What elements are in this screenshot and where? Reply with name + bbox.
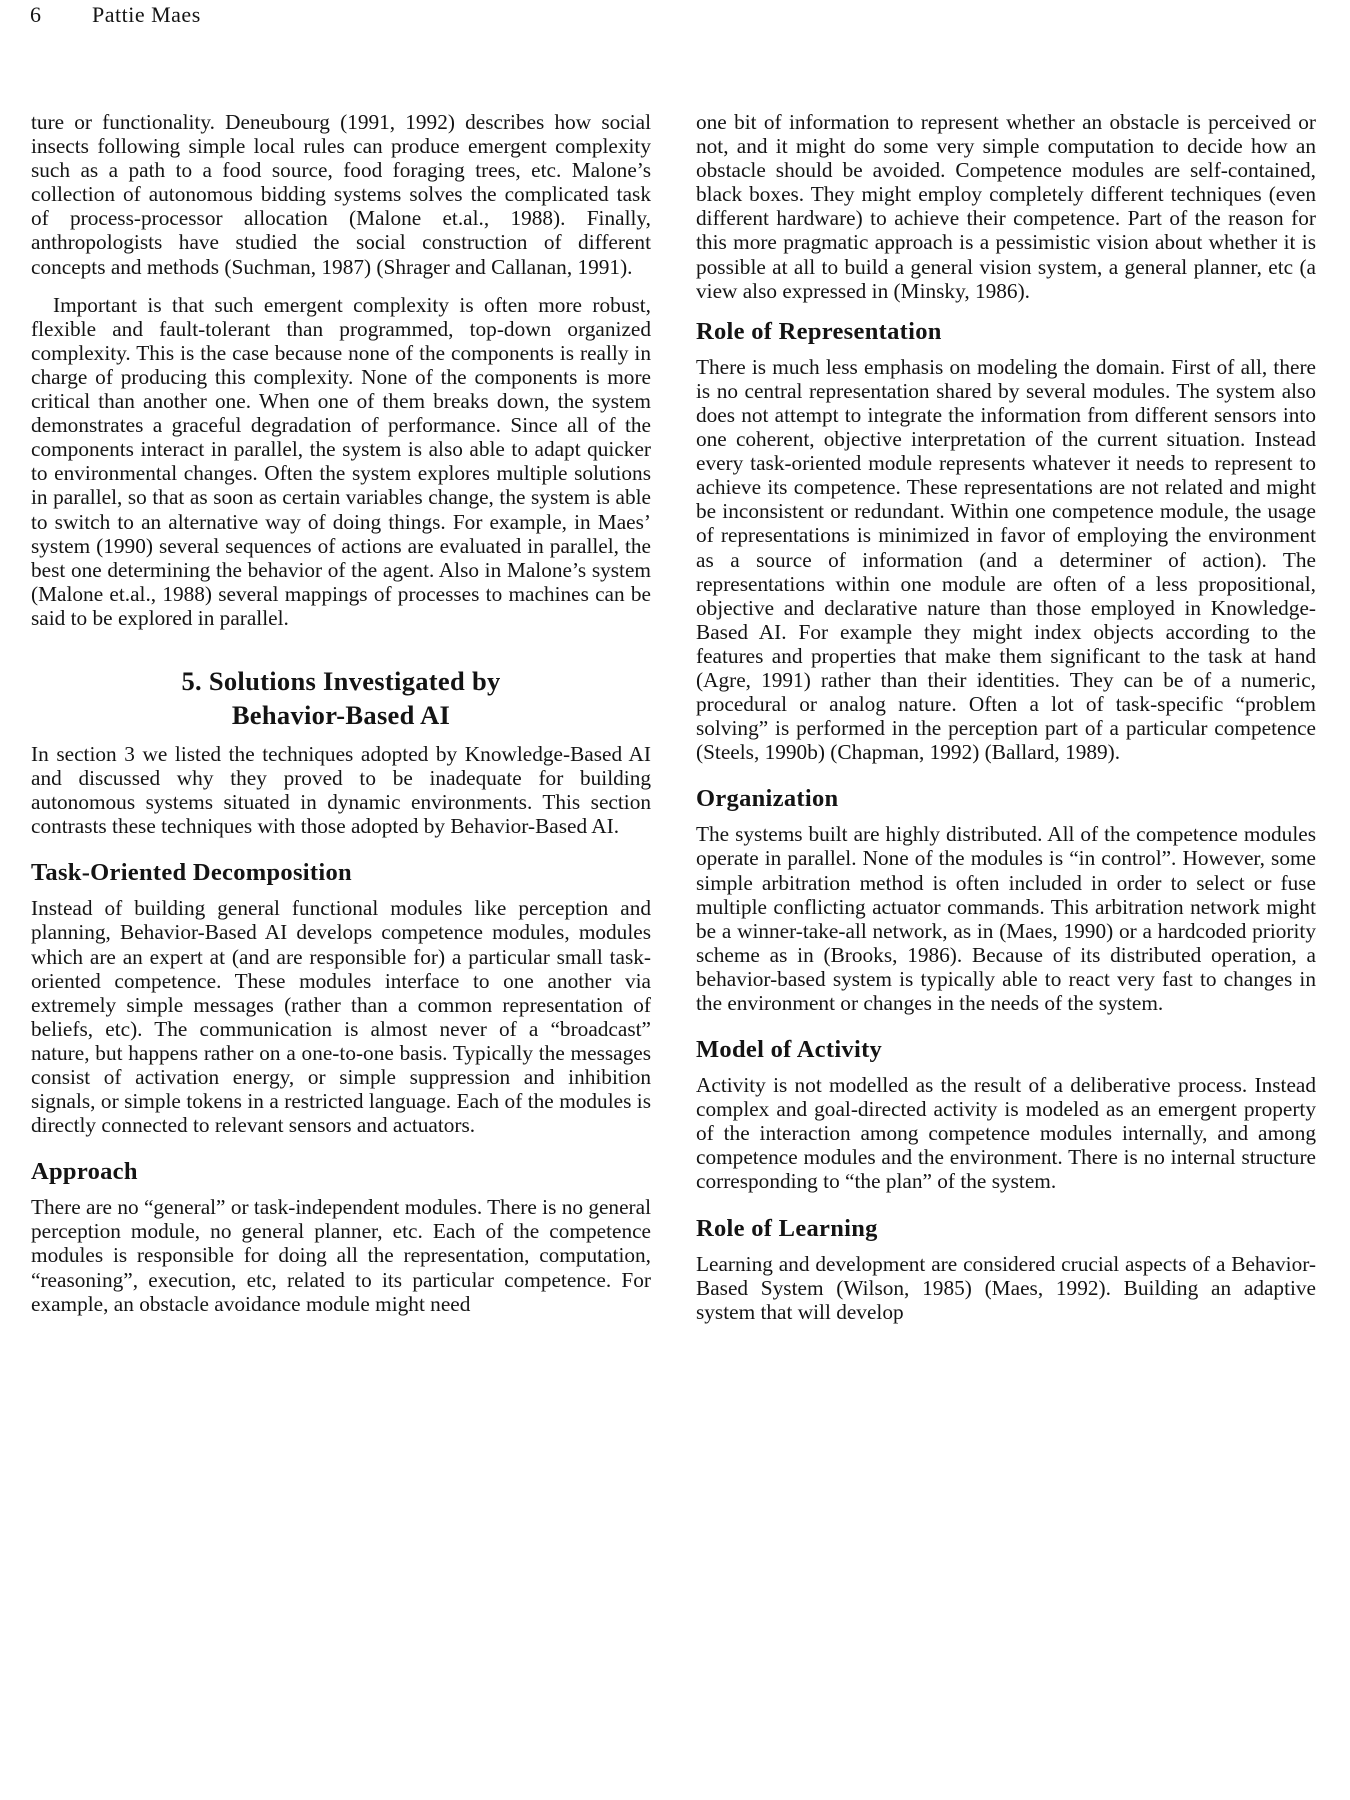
subsection-heading-learning: Role of Learning — [696, 1214, 878, 1242]
page-number: 6 — [30, 2, 42, 27]
subsection-heading-representation: Role of Representation — [696, 317, 942, 345]
paragraph: Activity is not modelled as the result of a deliberative process. Instead complex and goal-directed activity is modeled as an emergent property of the interaction among competence modules internally, and among competence modules and the environment. There is no internal structure corresponding to “the plan” of the system. — [696, 1073, 1316, 1194]
paragraph: Learning and development are considered crucial aspects of a Behavior-Based System (Wilson, 1985) (Maes, 1992). Building an adaptive system that will develop — [696, 1251, 1316, 1324]
subsection-heading-activity: Model of Activity — [696, 1036, 883, 1064]
left-column — [31, 110, 651, 1316]
paragraph: Important is that such emergent complexity is often more robust, flexible and fault-tolerant than programmed, top-down organized complexity. This is the case because none of the components is really in charge of producing this complexity. None of the components is more critical than another one. When one of them breaks down, the system demonstrates a graceful degradation of performance. Since all of the components interact in parallel, the system is also able to adapt quicker to environmental changes. Often the system explores multiple solutions in parallel, so that as soon as certain variables change, the system is able to switch to an alternative way of doing things. For example, in Maes’ system (1990) several sequences of actions are evaluated in parallel, the best one determining the behavior of the agent. Also in Malone’s system (Malone et.al., 1988) several mappings of processes to machines can be said to be explored in parallel. — [31, 292, 651, 630]
right-column — [696, 110, 1316, 1324]
subsection-heading-approach: Approach — [31, 1158, 138, 1186]
section-heading-line1: 5. Solutions Investigated by — [181, 665, 501, 696]
subsection-heading-organization: Organization — [696, 785, 839, 813]
section-heading — [31, 664, 651, 732]
paragraph: ture or functionality. Deneubourg (1991, 1992) describes how social insects following simple local rules can produce emergent complexity such as a path to a food source, food foraging trees, etc. Malone’s collection of autonomous bidding systems solves the complicated task of process-processor allocation (Malone et.al., 1988). Finally, anthropologists have studied the social construction of different concepts and methods (Suchman, 1987) (Shrager and Callanan, 1991). — [31, 110, 651, 279]
subsection-heading-task-oriented: Task-Oriented Decomposition — [31, 859, 352, 887]
running-head — [30, 2, 201, 32]
section-heading-line2: Behavior-Based AI — [231, 699, 451, 730]
running-head-author: Pattie Maes — [92, 2, 201, 27]
paragraph: There is much less emphasis on modeling the domain. First of all, there is no central representation shared by several modules. The system also does not attempt to integrate the information from different sensors into one coherent, objective interpretation of the current situation. Instead every task-oriented module represents whatever it needs to represent to achieve its competence. These representations are not related and might be inconsistent or redundant. Within one competence module, the usage of representations is minimized in favor of employing the environment as a source of information (and a determiner of action). The representations within one module are often of a less propositional, objective and declarative nature than those employed in Knowledge-Based AI. For example they might index objects according to the features and properties that make them significant to the task at hand (Agre, 1991) rather than their identities. They can be of a numeric, procedural or analog nature. Often a lot of task-specific “problem solving” is performed in the perception part of a particular competence (Steels, 1990b) (Chapman, 1992) (Ballard, 1989). — [696, 354, 1316, 765]
paragraph: one bit of information to represent whether an obstacle is perceived or not, and it might do some very simple computation to decide how an obstacle should be avoided. Competence modules are self-contained, black boxes. They might employ completely different techniques (even different hardware) to achieve their competence. Part of the reason for this more pragmatic approach is a pessimistic vision about whether it is possible at all to build a general vision system, a general planner, etc (a view also expressed in (Minsky, 1986). — [696, 110, 1316, 303]
paragraph: Instead of building general functional modules like perception and planning, Behavior-Based AI develops competence modules, modules which are an expert at (and are responsible for) a particular small task-oriented competence. These modules interface to one another via extremely simple messages (rather than a common representation of beliefs, etc). The communication is almost never of a “broadcast” nature, but happens rather on a one-to-one basis. Typically the messages consist of activation energy, or simple suppression and inhibition signals, or simple tokens in a restricted language. Each of the modules is directly connected to relevant sensors and actuators. — [31, 896, 651, 1138]
paragraph: There are no “general” or task-independent modules. There is no general perception module, no general planner, etc. Each of the competence modules is responsible for doing all the representation, computation, “reasoning”, execution, etc, related to its particular competence. For example, an obstacle avoidance module might need — [31, 1195, 651, 1316]
paragraph: The systems built are highly distributed. All of the competence modules operate in parallel. None of the modules is “in control”. However, some simple arbitration method is often included in order to select or fuse multiple conflicting actuator commands. This arbitration network might be a winner-take-all network, as in (Maes, 1990) or a hardcoded priority scheme as in (Brooks, 1986). Because of its distributed operation, a behavior-based system is typically able to react very fast to changes in the environment or changes in the needs of the system. — [696, 822, 1316, 1015]
paragraph: In section 3 we listed the techniques adopted by Knowledge-Based AI and discussed why they proved to be inadequate for building autonomous systems situated in dynamic environments. This section contrasts these techniques with those adopted by Behavior-Based AI. — [31, 741, 651, 839]
